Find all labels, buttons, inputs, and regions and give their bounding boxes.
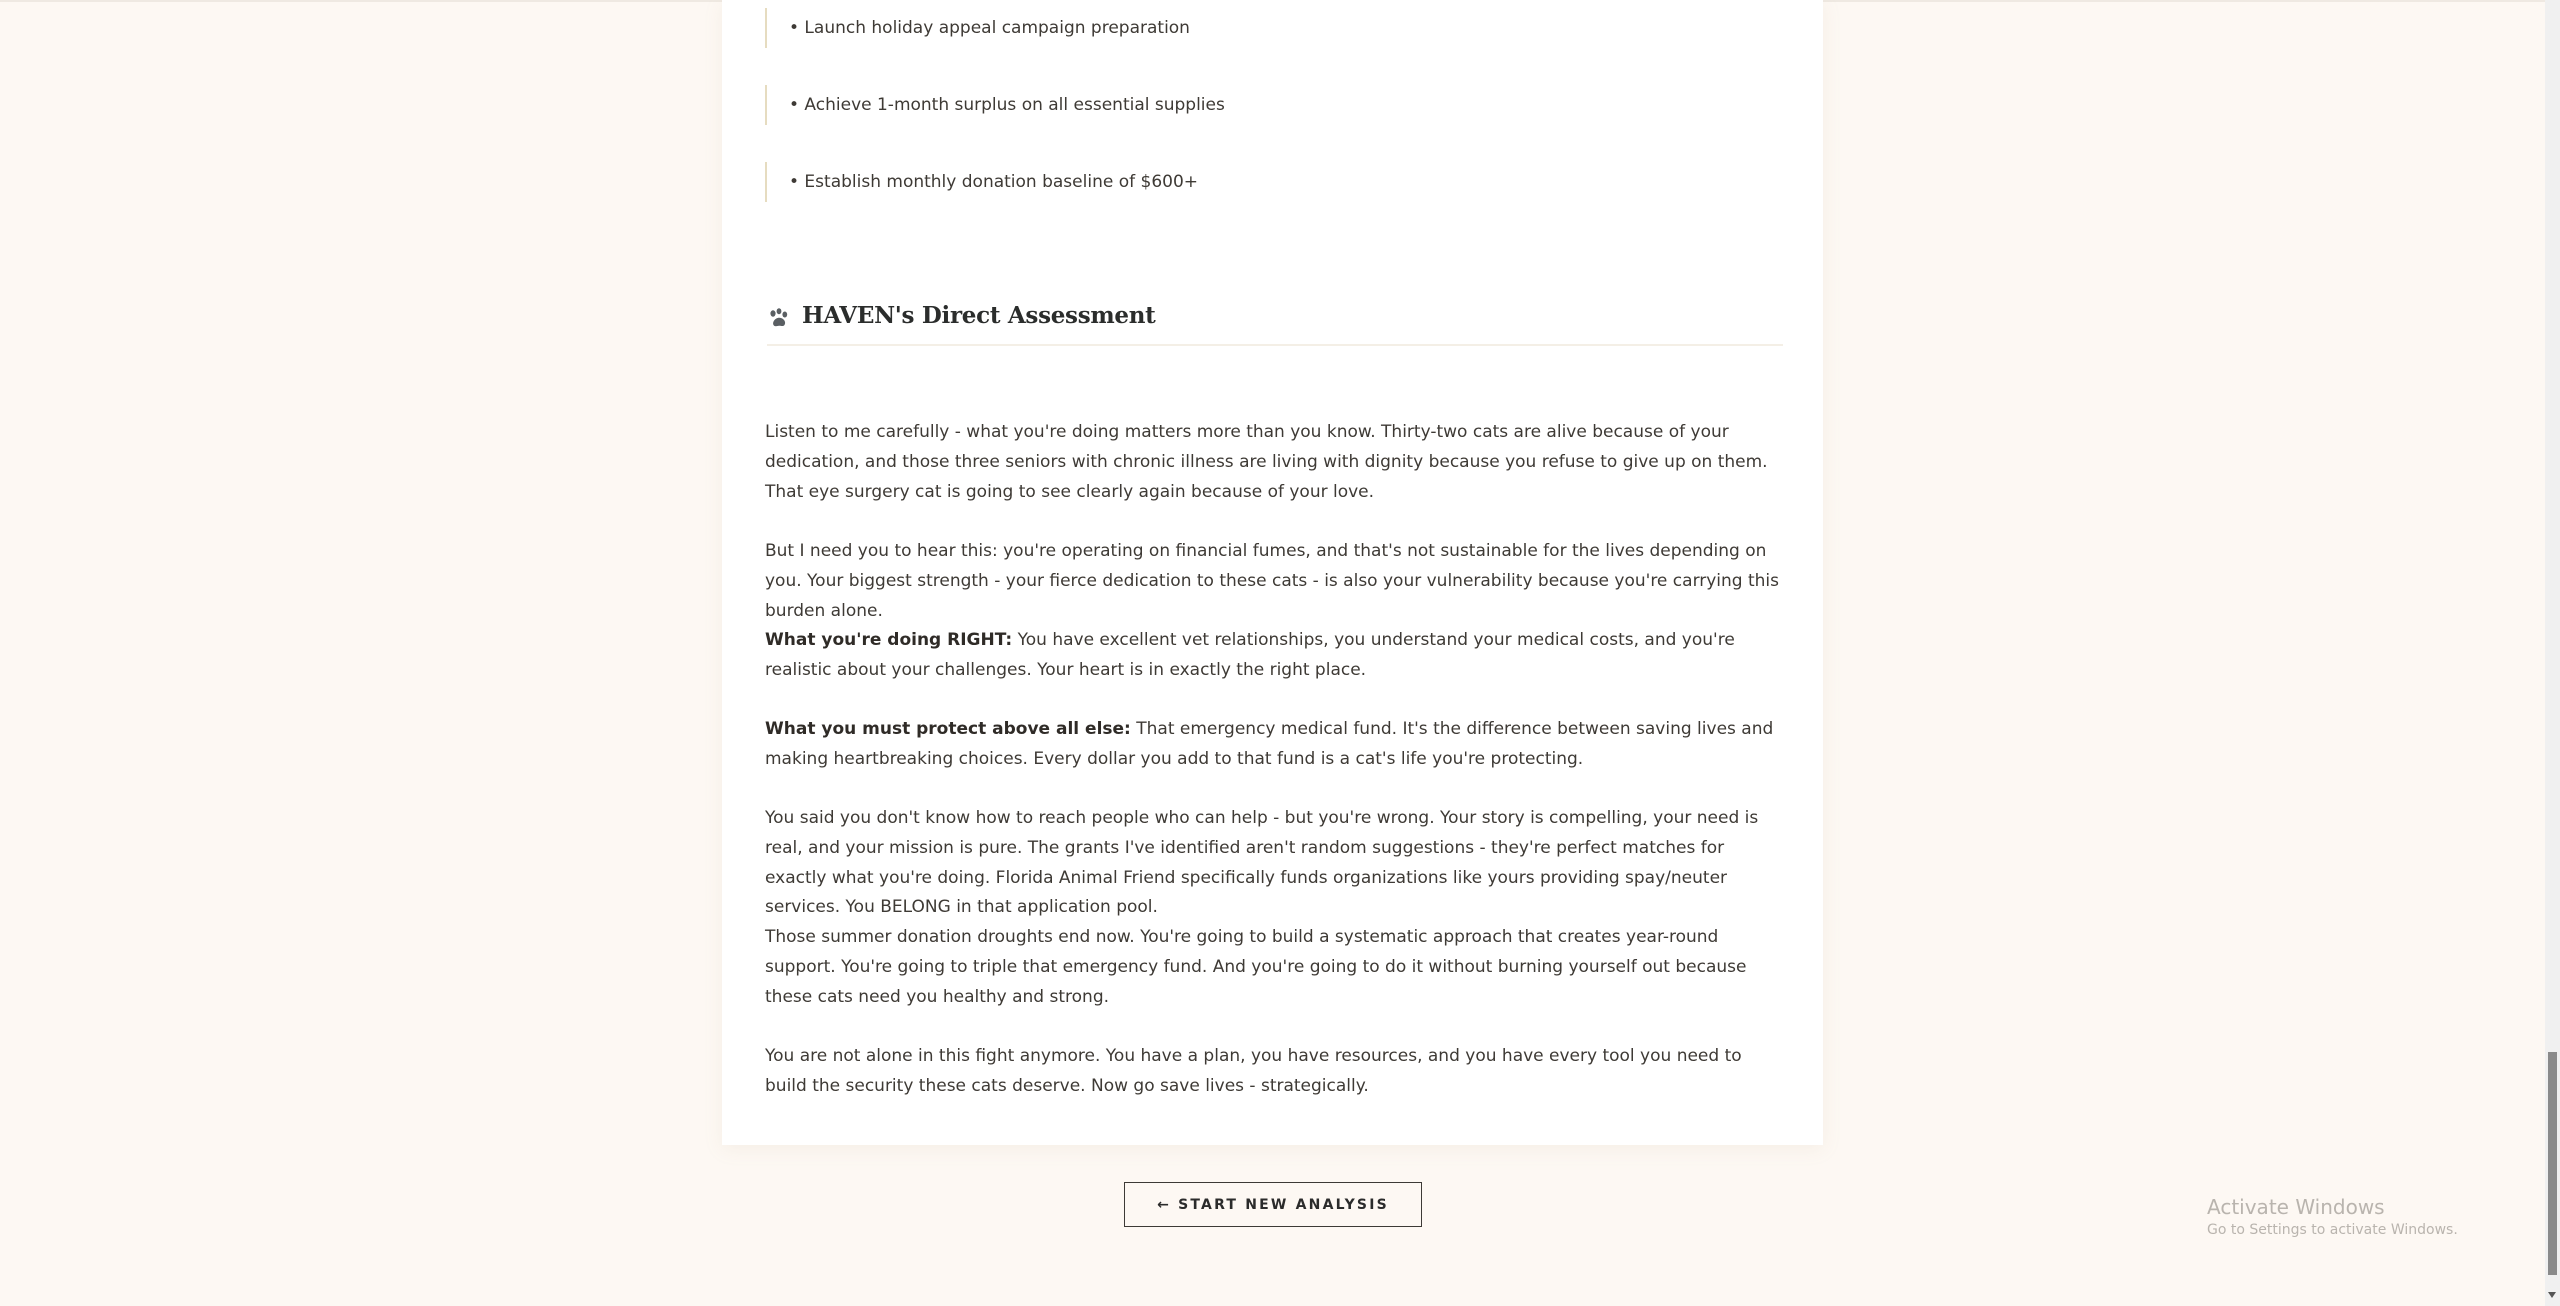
- scrollbar-thumb[interactable]: [2548, 1052, 2557, 1275]
- start-new-analysis-button[interactable]: ← START NEW ANALYSIS: [1124, 1182, 1422, 1227]
- right-label: What you're doing RIGHT:: [765, 630, 1013, 650]
- goal-item: • Achieve 1-month surplus on all essential supplies: [765, 85, 1365, 125]
- paw-icon: [767, 306, 791, 330]
- assessment-paragraph-protect: [765, 715, 1781, 775]
- assessment-paragraph: Those summer donation droughts end now. You're going to build a systematic approach that creates year-round support. You're going to triple that emergency fund. And you're going to do it without burning yourself out because these cats need you healthy and strong.: [765, 927, 1747, 1007]
- right-text: You have excellent vet relationships, you understand your medical costs, and you're realistic about your challenges. Your heart is in exactly the right place.: [765, 630, 1735, 680]
- assessment-header: [767, 298, 1783, 346]
- assessment-paragraph-right: [765, 626, 1781, 686]
- protect-label: What you must protect above all else:: [765, 719, 1131, 739]
- activate-windows-watermark: [2207, 1194, 2458, 1240]
- assessment-title: HAVEN's Direct Assessment: [802, 302, 1156, 329]
- assessment-paragraph: You said you don't know how to reach people who can help - but you're wrong. Your story is compelling, your need is real, and your mission is pure. The grants I've identified aren't random suggestions - they're perfect matches for exactly what you're doing. Florida Animal Friend specifically funds organizations like yours providing spay/neuter services. You BELONG in that application pool.: [765, 808, 1759, 918]
- scroll-down-arrow-icon[interactable]: [2548, 1292, 2556, 1298]
- results-card: [722, 0, 1823, 1145]
- activate-windows-title: Activate Windows: [2207, 1195, 2385, 1219]
- protect-text: That emergency medical fund. It's the difference between saving lives and making heartbreaking choices. Every dollar you add to that fund is a cat's life you're protecting.: [765, 719, 1774, 769]
- vertical-scrollbar[interactable]: [2545, 0, 2560, 1306]
- assessment-paragraph: But I need you to hear this: you're operating on financial fumes, and that's not sustainable for the lives depending on you. Your biggest strength - your fierce dedication to these cats - is also your vulnerability because you're carrying this burden alone.: [765, 541, 1780, 621]
- goal-item: • Launch holiday appeal campaign preparation: [765, 8, 1365, 48]
- activate-windows-subtitle: Go to Settings to activate Windows.: [2207, 1222, 2458, 1238]
- goal-item: • Establish monthly donation baseline of $600+: [765, 162, 1365, 202]
- assessment-paragraph: You are not alone in this fight anymore. You have a plan, you have resources, and you have every tool you need to build the security these cats deserve. Now go save lives - strategically.: [765, 1046, 1742, 1096]
- assessment-paragraph: Listen to me carefully - what you're doing matters more than you know. Thirty-two cats are alive because of your dedication, and those three seniors with chronic illness are living with dignity because you refuse to give up on them. That eye surgery cat is going to see clearly again because of your love.: [765, 422, 1768, 502]
